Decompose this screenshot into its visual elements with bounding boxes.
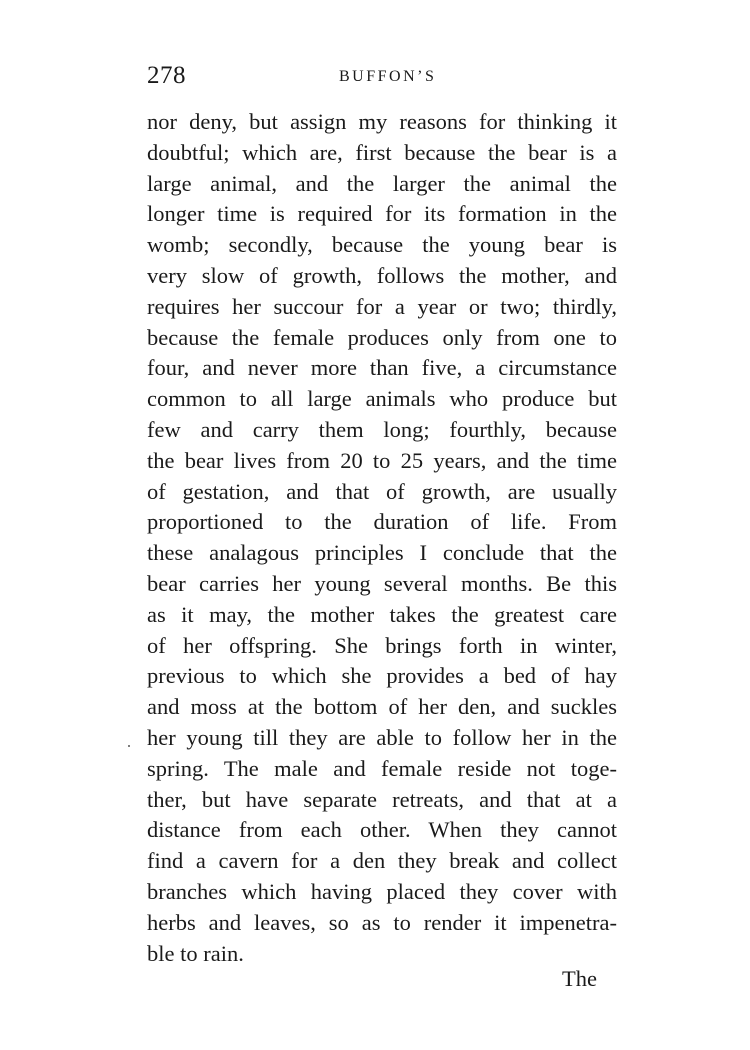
body-text: [147, 107, 617, 969]
text-line: womb; secondly, because the young bear is: [147, 232, 617, 258]
text-line: spring. The male and female reside not toge-: [147, 755, 617, 781]
text-line: requires her succour for a year or two; thirdly,: [147, 293, 617, 319]
text-line: ther, but have separate retreats, and that at a: [147, 786, 617, 812]
text-line: proportioned to the duration of life. From: [147, 509, 617, 535]
text-line: nor deny, but assign my reasons for thinking it: [147, 109, 617, 134]
text-line: these analagous principles I conclude that the: [147, 540, 617, 566]
page-number: 278: [147, 62, 186, 89]
catchword: The: [562, 966, 597, 991]
text-line-last: ble to rain.: [147, 940, 244, 966]
page-header: [147, 62, 617, 94]
text-line: of gestation, and that of growth, are usually: [147, 478, 617, 504]
text-line: common to all large animals who produce but: [147, 386, 617, 412]
margin-speck: [128, 745, 130, 747]
running-head: BUFFON’S: [339, 68, 437, 85]
text-line: of her offspring. She brings forth in winter,: [147, 632, 617, 658]
text-line: longer time is required for its formation in the: [147, 201, 617, 227]
text-line: previous to which she provides a bed of hay: [147, 663, 617, 689]
text-line: as it may, the mother takes the greatest care: [147, 601, 617, 627]
text-line: because the female produces only from one to: [147, 324, 617, 350]
text-line: find a cavern for a den they break and collect: [147, 848, 617, 874]
text-line: bear carries her young several months. Be this: [147, 570, 617, 596]
text-line: the bear lives from 20 to 25 years, and the time: [147, 447, 617, 473]
text-line: four, and never more than five, a circumstance: [147, 355, 617, 381]
text-line: large animal, and the larger the animal the: [147, 170, 617, 196]
text-line: very slow of growth, follows the mother, and: [147, 262, 617, 288]
text-line: and moss at the bottom of her den, and suckles: [147, 694, 617, 720]
text-line: branches which having placed they cover with: [147, 878, 617, 904]
text-line: her young till they are able to follow her in the: [147, 724, 617, 750]
text-line: doubtful; which are, first because the bear is a: [147, 139, 617, 165]
text-line: herbs and leaves, so as to render it impenetra-: [147, 909, 617, 935]
text-line: distance from each other. When they cannot: [147, 817, 617, 843]
text-line: few and carry them long; fourthly, because: [147, 416, 617, 442]
